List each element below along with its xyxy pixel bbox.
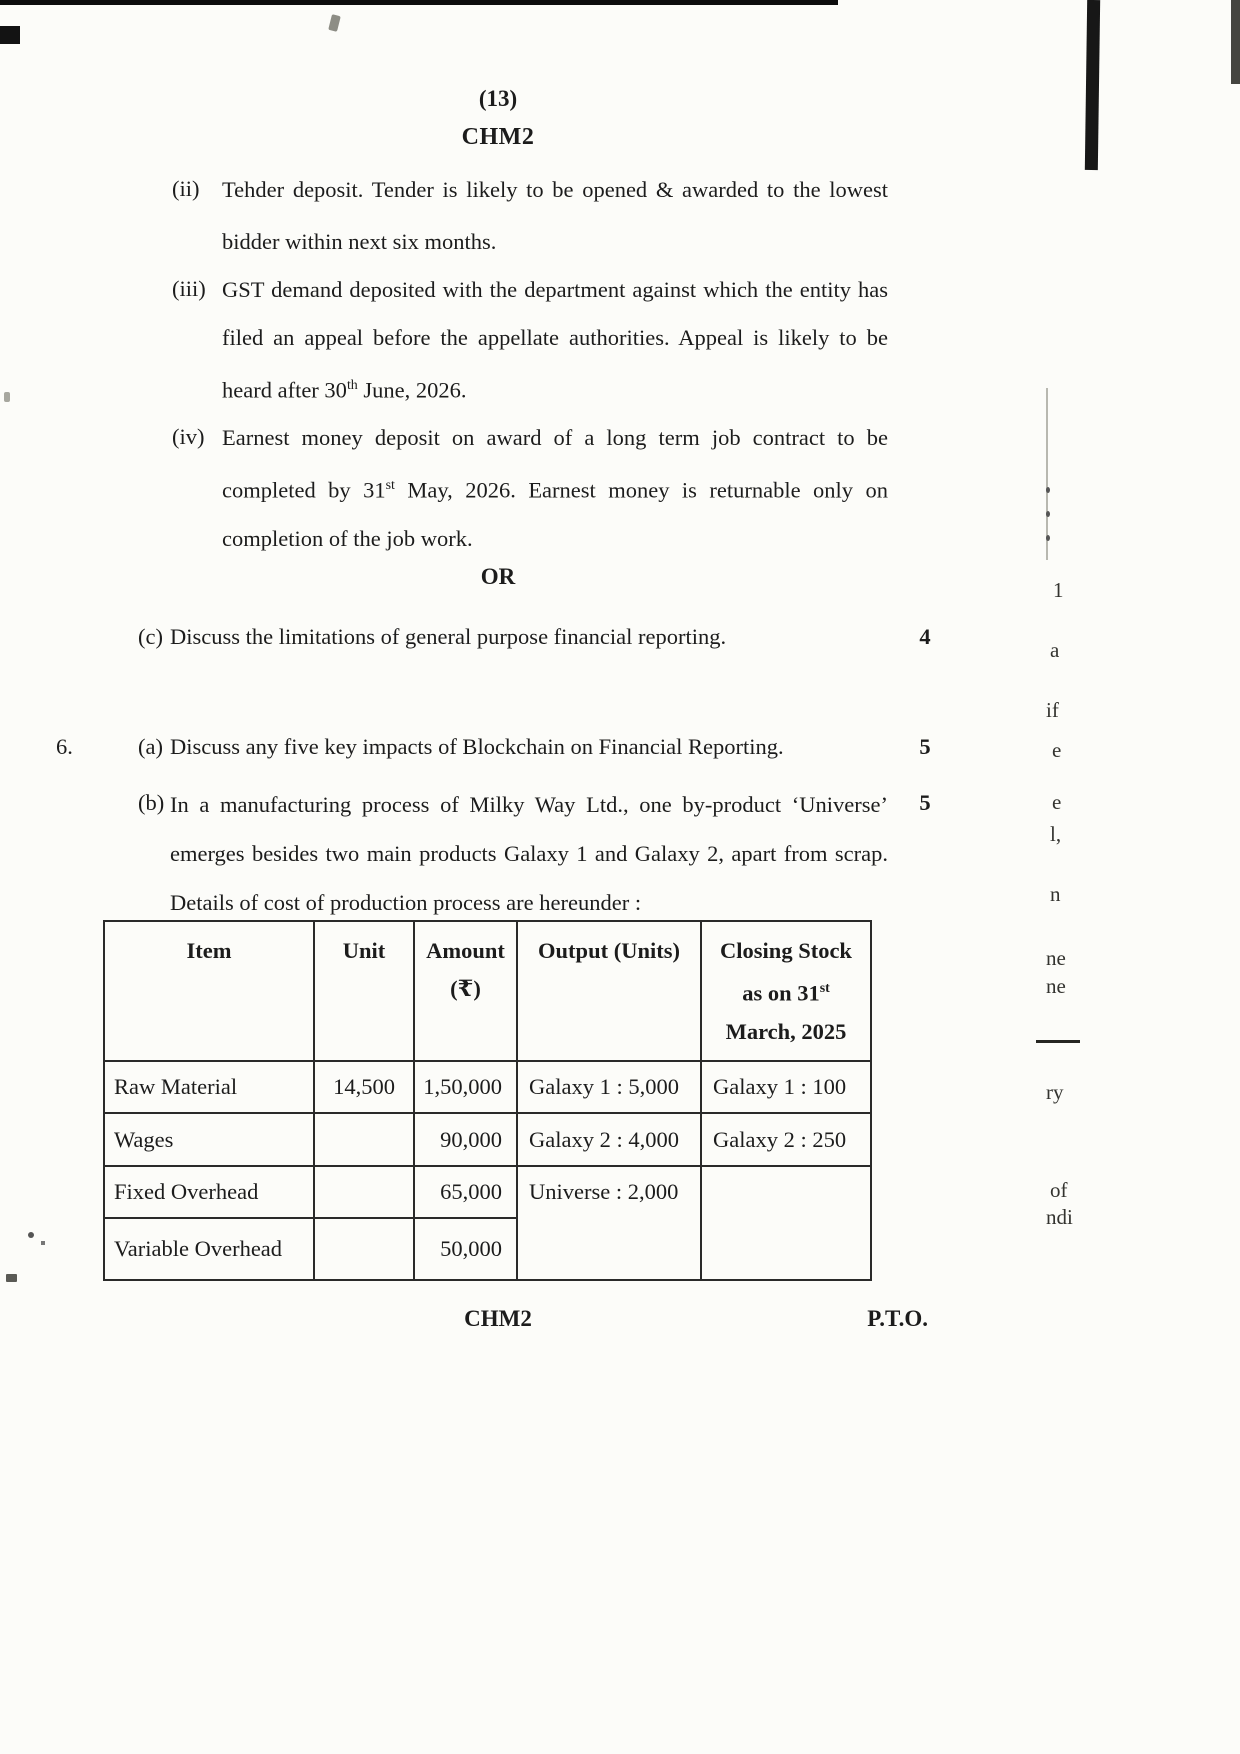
question-text-c: Discuss the limitations of general purpose financial reporting. [170,624,727,649]
page-bleed-fragment: e [1052,738,1062,762]
scan-artifact-top-line [0,0,838,5]
superscript-ordinal: st [819,981,830,996]
col-header-closing-stock [701,921,871,1061]
cell-amount: 65,000 [414,1166,517,1218]
question-number-6: 6. [56,734,73,759]
cell-closing-stock: Galaxy 2 : 250 [701,1113,871,1166]
cell-amount: 1,50,000 [414,1061,517,1113]
header-text: Amount [426,938,505,963]
item-label-iv: (iv) [172,424,205,449]
item-label-ii: (ii) [172,176,200,201]
item-text-ii: Tehder deposit. Tender is likely to be opened & awarded to the lowest bidder within next six months. [222,177,888,254]
scan-artifact-corner [1231,0,1240,84]
page-bleed-fragment: ne [1046,974,1066,998]
superscript-ordinal: th [346,378,358,393]
paper-code-header: CHM2 [461,124,535,150]
item-text-iii [222,266,888,415]
marks-value-6a: 5 [919,734,931,759]
item-text-segment: June, 2026. [357,377,467,403]
scan-artifact-dot [1046,487,1050,493]
table-row [104,1061,871,1113]
page-bleed-fragment: e [1052,790,1062,814]
question-text-6a: Discuss any five key impacts of Blockchain on Financial Reporting. [170,734,784,759]
scan-artifact-smudge [6,1274,17,1282]
header-text: March, 2025 [725,1018,847,1044]
cell-unit [314,1113,414,1166]
page-bleed-fragment: ry [1046,1080,1064,1104]
item-text-segment: May, 2026. Earnest money is returnable only on completion of the job work. [222,477,888,551]
page-bleed-fragment: n [1050,882,1061,906]
header-text: (₹) [450,976,481,1001]
cell-unit: 14,500 [314,1061,414,1113]
item-text-segment: Earnest money deposit on award of a long term job contract to be completed by 31 [222,425,888,503]
page-bleed-fragment: ndi [1046,1205,1073,1229]
cell-output: Universe : 2,000 [517,1166,701,1280]
cell-output: Galaxy 1 : 5,000 [517,1061,701,1113]
cell-closing-stock [701,1166,871,1280]
col-header-amount [414,921,517,1061]
page-bleed-fragment: ne [1046,946,1066,970]
scan-artifact-squiggle [328,14,341,32]
scan-artifact-left-mark [4,392,10,402]
question-text-6b: In a manufacturing process of Milky Way Ltd., one by-product ‘Universe’ emerges besides two main products Galaxy 1 and Galaxy 2, apart from scrap. Details of cost of production process are hereunder : [170,792,888,915]
item-text-segment: GST demand deposited with the department against which the entity has filed an appeal before the appellate authorities. Appeal is likely to be heard after 30 [222,277,888,403]
scan-artifact-dot [41,1241,45,1245]
page-bleed-fragment: 1 [1053,578,1064,602]
question-label-6b: (b) [138,790,165,815]
page-bleed-fragment: of [1050,1178,1068,1202]
cell-item: Raw Material [104,1061,314,1113]
page-bleed-fragment: if [1046,698,1059,722]
cell-amount: 90,000 [414,1113,517,1166]
scan-artifact-dot [1046,511,1050,517]
item-text-iv [222,414,888,563]
scan-artifact-dot [28,1232,34,1238]
header-text: Closing Stock [720,938,852,963]
paper-code-footer: CHM2 [464,1306,532,1331]
cell-output: Galaxy 2 : 4,000 [517,1113,701,1166]
or-separator: OR [480,564,516,589]
marks-value-c: 4 [919,624,931,649]
col-header-output: Output (Units) [517,921,701,1061]
header-text: as on 31 [742,980,820,1006]
question-label-6a: (a) [138,734,163,759]
marks-value-6b: 5 [919,790,931,815]
cost-of-production-table [103,920,872,1281]
cell-unit [314,1218,414,1280]
cell-item: Fixed Overhead [104,1166,314,1218]
scan-artifact-top-right-bar [1085,0,1100,170]
page-number: (13) [478,86,518,111]
table-header-row [104,921,871,1061]
table-row [104,1113,871,1166]
question-label-c: (c) [138,624,163,649]
col-header-item: Item [104,921,314,1061]
cell-unit [314,1166,414,1218]
cell-closing-stock: Galaxy 1 : 100 [701,1061,871,1113]
page-bleed-fragment: a [1050,638,1060,662]
col-header-unit: Unit [314,921,414,1061]
page-bleed-fragment: l, [1050,822,1062,846]
scan-artifact-dash [1036,1040,1080,1043]
table-row [104,1166,871,1218]
pto-label: P.T.O. [867,1306,928,1331]
cell-item: Variable Overhead [104,1218,314,1280]
superscript-ordinal: st [385,478,395,493]
cell-amount: 50,000 [414,1218,517,1280]
scan-artifact-dot [1046,535,1050,541]
scan-artifact-top-left [0,26,20,44]
cell-item: Wages [104,1113,314,1166]
item-label-iii: (iii) [172,276,206,301]
